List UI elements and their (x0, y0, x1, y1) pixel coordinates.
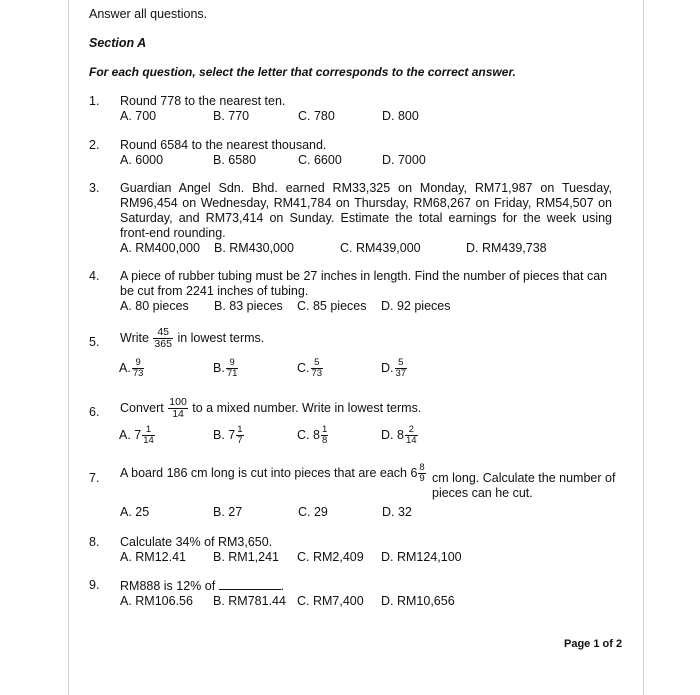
question-3 (120, 181, 612, 257)
option-d[interactable]: D. RM439,738 (466, 241, 547, 255)
fraction (395, 358, 408, 379)
option-a[interactable]: A. 80 pieces (120, 299, 189, 313)
option-a[interactable] (119, 425, 156, 446)
option-d[interactable] (381, 425, 419, 446)
question-number: 1. (89, 94, 100, 108)
option-a[interactable]: A. 25 (120, 505, 150, 519)
option-a[interactable]: A. RM106.56 (120, 594, 193, 608)
question-stem-pre: Convert (120, 400, 164, 415)
option-letter: A. (119, 360, 131, 375)
question-9 (120, 578, 612, 610)
option-b[interactable] (213, 358, 239, 379)
fraction (418, 463, 425, 484)
question-stem-pre: A board 186 cm long is cut into pieces that are each (120, 465, 407, 480)
fraction-denominator: 9 (419, 473, 425, 484)
fraction-numerator: 1 (237, 424, 243, 435)
option-c[interactable]: C. 780 (298, 109, 335, 123)
option-b[interactable]: B. 83 pieces (214, 299, 283, 313)
question-stem: Round 6584 to the nearest thousand. (120, 138, 327, 152)
fraction (142, 425, 155, 446)
instructions: Answer all questions. (89, 7, 208, 21)
option-c[interactable] (297, 425, 329, 446)
fraction-numerator: 45 (153, 327, 173, 339)
fraction-denominator: 8 (321, 435, 328, 446)
fraction-numerator: 1 (142, 425, 155, 436)
question-stem: Round 778 to the nearest ten. (120, 94, 286, 108)
fraction-numerator: 9 (226, 358, 239, 369)
question-stem (120, 578, 612, 594)
page-number: Page 1 of 2 (564, 638, 623, 650)
option-b[interactable]: B. RM1,241 (213, 550, 280, 564)
mixed-whole: 6 (410, 465, 418, 480)
question-number: 3. (89, 181, 100, 195)
option-letter: B. (213, 427, 225, 442)
fraction (321, 425, 328, 446)
question-stem-post: in lowest terms. (177, 330, 265, 345)
fraction (311, 358, 324, 379)
question-stem-pre: RM888 is 12% of (120, 579, 216, 593)
question-number: 2. (89, 138, 100, 152)
option-d[interactable]: D. 800 (382, 109, 419, 123)
option-a[interactable]: A. RM12.41 (120, 550, 187, 564)
question-1 (120, 94, 612, 125)
question-7-post (432, 471, 620, 501)
option-b[interactable]: B. 770 (213, 109, 250, 123)
option-d[interactable]: D. 92 pieces (381, 299, 451, 313)
option-b[interactable]: B. 27 (213, 505, 243, 519)
question-stem: A piece of rubber tubing must be 27 inches in length. Find the number of pieces that can be cut from 2241 inches of tubing. (120, 269, 608, 298)
mixed-number (410, 462, 426, 484)
option-letter: C. (297, 360, 310, 375)
answer-blank (219, 578, 281, 590)
question-stem-post: . (280, 579, 285, 593)
option-b[interactable]: B. 6580 (213, 153, 257, 167)
fraction (132, 358, 145, 379)
option-c[interactable]: C. 85 pieces (297, 299, 367, 313)
fraction-numerator: 8 (419, 462, 425, 473)
option-a[interactable]: A. 6000 (120, 153, 164, 167)
question-number: 8. (89, 535, 100, 549)
option-c[interactable]: C. 6600 (298, 153, 342, 167)
question-stem-post: to a mixed number. Write in lowest terms. (192, 400, 422, 415)
question-6 (120, 397, 421, 420)
option-d[interactable]: D. RM10,656 (381, 594, 455, 608)
section-title: Section A (89, 36, 147, 50)
question-4 (120, 269, 612, 315)
fraction-denominator: 71 (226, 368, 238, 379)
fraction (153, 327, 173, 350)
option-letter: D. (381, 360, 394, 375)
option-d[interactable]: D. RM124,100 (381, 550, 462, 564)
question-stem-pre: Write (120, 330, 149, 345)
fraction-denominator: 37 (395, 368, 407, 379)
question-number: 6. (89, 405, 100, 419)
fraction (168, 397, 188, 420)
question-7-options (120, 505, 500, 521)
fraction-denominator: 14 (405, 435, 417, 446)
question-7-line1 (120, 463, 427, 484)
option-b[interactable]: B. RM430,000 (214, 241, 294, 255)
question-8 (120, 535, 612, 566)
option-c[interactable]: C. RM439,000 (340, 241, 421, 255)
section-instruction: For each question, select the letter that corresponds to the correct answer. (89, 65, 516, 79)
question-stem-post: cm long. Calculate the number of pieces can he cut. (432, 471, 616, 500)
fraction-numerator: 5 (311, 358, 324, 369)
fraction (405, 425, 418, 446)
mixed-whole: 8 (312, 427, 320, 442)
fraction-denominator: 73 (311, 368, 323, 379)
fraction-denominator: 14 (172, 408, 184, 420)
option-a[interactable]: A. 700 (120, 109, 157, 123)
fraction (226, 358, 239, 379)
right-margin-line (643, 0, 644, 695)
fraction-denominator: 14 (143, 435, 154, 446)
left-margin-line (68, 0, 69, 695)
fraction-numerator: 100 (169, 396, 187, 408)
option-d[interactable] (381, 358, 408, 379)
option-c[interactable]: C. RM2,409 (297, 550, 364, 564)
fraction-denominator: 73 (132, 368, 144, 379)
question-number: 7. (89, 471, 100, 485)
fraction-numerator: 9 (132, 358, 145, 369)
fraction-numerator: 1 (321, 424, 328, 435)
option-letter: A. (119, 427, 131, 442)
option-letter: B. (213, 360, 225, 375)
option-a[interactable] (119, 358, 145, 379)
question-2 (120, 138, 612, 169)
option-d[interactable]: D. 7000 (382, 153, 426, 167)
mixed-whole: 7 (228, 427, 236, 442)
option-d[interactable]: D. 32 (382, 505, 412, 519)
option-c[interactable] (297, 358, 324, 379)
option-c[interactable]: C. RM7,400 (297, 594, 364, 608)
option-c[interactable]: C. 29 (298, 505, 328, 519)
option-b[interactable] (213, 425, 245, 446)
fraction-numerator: 2 (405, 425, 418, 436)
question-5 (120, 327, 264, 350)
mixed-whole: 7 (134, 427, 142, 442)
question-number: 9. (89, 578, 100, 592)
fraction-numerator: 5 (395, 358, 408, 369)
fraction-denominator: 7 (237, 435, 243, 446)
mixed-whole: 8 (396, 427, 404, 442)
option-letter: D. (381, 427, 394, 442)
question-stem: Calculate 34% of RM3,650. (120, 535, 273, 549)
option-b[interactable]: B. RM781.44 (213, 594, 286, 608)
question-number: 4. (89, 269, 100, 283)
question-number: 5. (89, 335, 100, 349)
option-a[interactable]: A. RM400,000 (120, 241, 200, 255)
fraction (236, 425, 243, 446)
fraction-denominator: 365 (154, 338, 172, 350)
question-stem: Guardian Angel Sdn. Bhd. earned RM33,325 on Monday, RM71,987 on Tuesday, RM96,454 on Wednesday, RM41,784 on Thursday, RM68,267 on Friday, RM54,507 on Saturday, and RM73,414 on Sunday. Estimate the total earnings for the week using front-end rounding. (120, 181, 612, 240)
option-letter: C. (297, 427, 310, 442)
